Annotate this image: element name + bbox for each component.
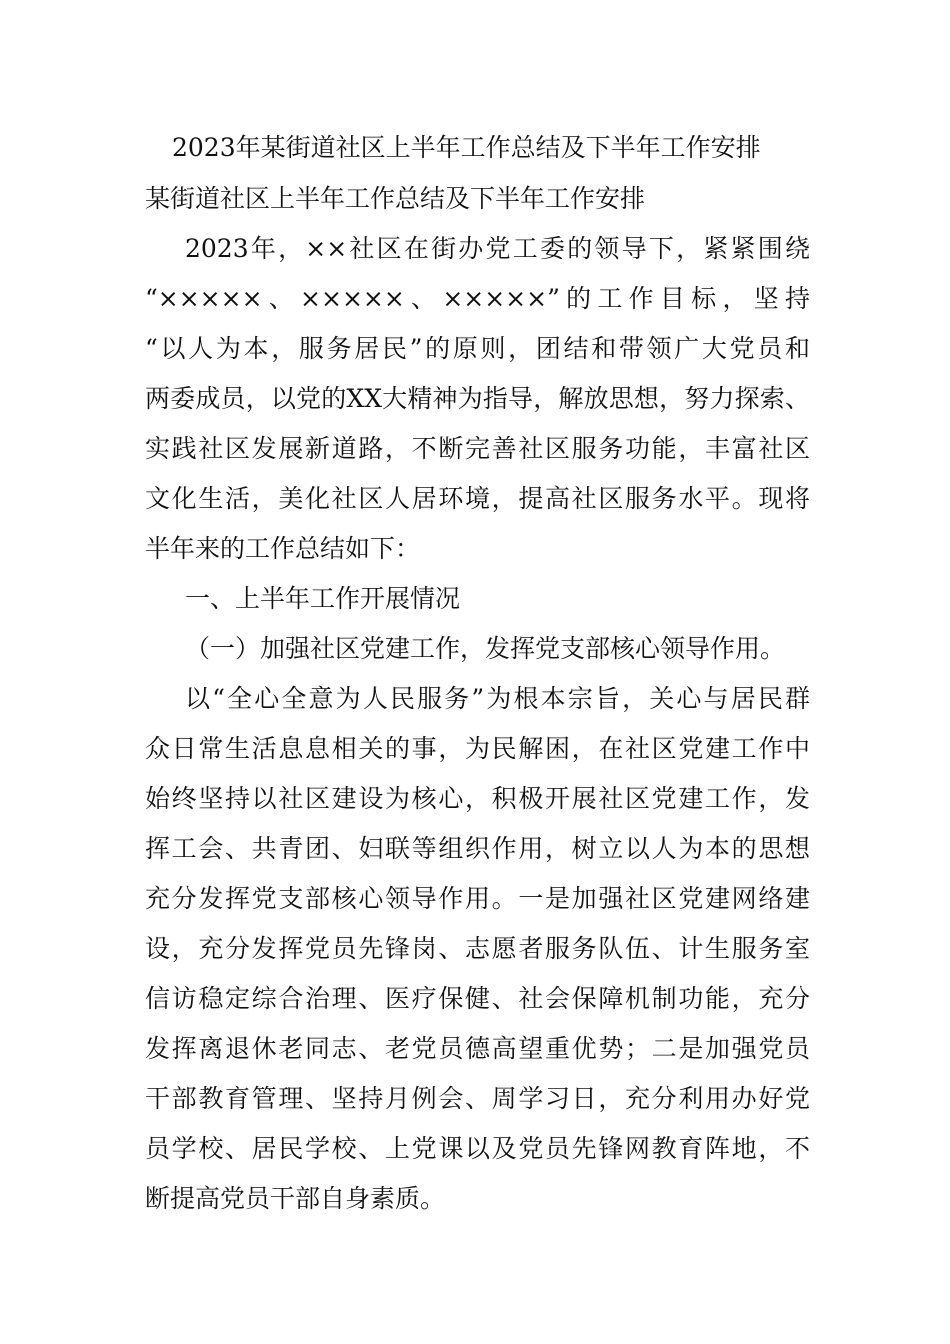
- intro-line: 半年来的工作总结如下：: [145, 534, 421, 563]
- body-line: 干部教育管理、坚持月例会、周学习日，充分利用办好党: [145, 1084, 810, 1113]
- intro-line: 两委成员，以党的XX大精神为指导，解放思想，努力探索、: [145, 384, 810, 413]
- body-line: 发挥离退休老同志、老党员德高望重优势；二是加强党员: [145, 1034, 810, 1063]
- body-line: 充分发挥党支部核心领导作用。一是加强社区党建网络建: [145, 884, 810, 913]
- section-heading: 一、上半年工作开展情况: [185, 584, 461, 613]
- intro-line: “×××××、×××××、×××××”的工作目标，坚持: [145, 284, 810, 313]
- intro-line: 实践社区发展新道路，不断完善社区服务功能，丰富社区: [145, 434, 810, 463]
- intro-line: “以人为本，服务居民”的原则，团结和带领广大党员和: [145, 334, 810, 363]
- document-title: 2023年某街道社区上半年工作总结及下半年工作安排: [172, 133, 761, 162]
- body-line: 信访稳定综合治理、医疗保健、社会保障机制功能，充分: [145, 984, 810, 1013]
- body-line: 断提高党员干部自身素质。: [145, 1184, 446, 1213]
- intro-line: 2023年，××社区在街办党工委的领导下，紧紧围绕: [185, 234, 810, 263]
- body-line: 始终坚持以社区建设为核心，积极开展社区党建工作，发: [145, 784, 810, 813]
- body-line: 员学校、居民学校、上党课以及党员先锋网教育阵地，不: [145, 1134, 810, 1163]
- subsection-heading: （一）加强社区党建工作，发挥党支部核心领导作用。: [185, 634, 786, 663]
- intro-line: 文化生活，美化社区人居环境，提高社区服务水平。现将: [145, 484, 810, 513]
- body-line: 挥工会、共青团、妇联等组织作用，树立以人为本的思想: [145, 834, 810, 863]
- body-line: 设，充分发挥党员先锋岗、志愿者服务队伍、计生服务室: [145, 934, 810, 963]
- body-line: 以“全心全意为人民服务”为根本宗旨，关心与居民群: [185, 684, 810, 713]
- document-subtitle: 某街道社区上半年工作总结及下半年工作安排: [145, 184, 646, 213]
- body-line: 众日常生活息息相关的事，为民解困，在社区党建工作中: [145, 734, 810, 763]
